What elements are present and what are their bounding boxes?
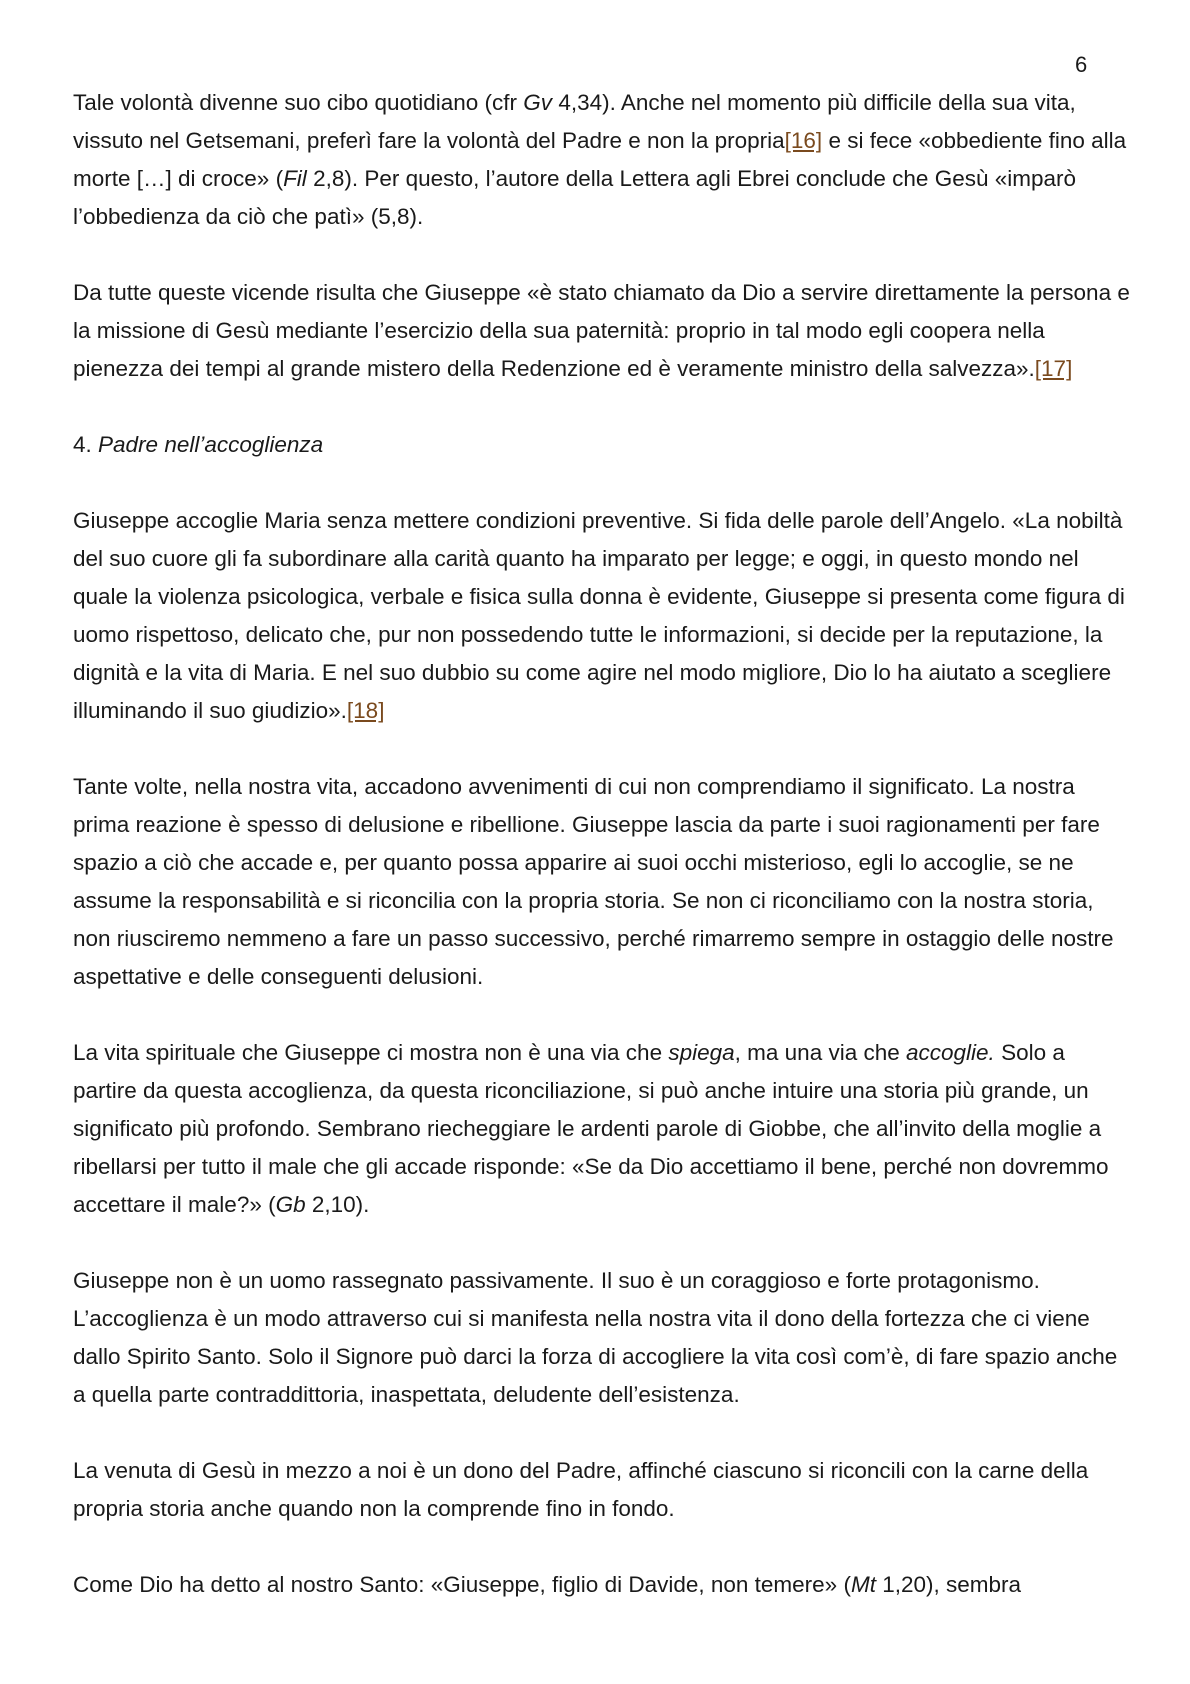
citation-italic: Gb: [275, 1192, 306, 1217]
text-run: 2,8). Per questo, l’autore della Lettera agli Ebrei conclude che Gesù «imparò l’obbedienza da ciò che patì» (5,8).: [73, 166, 1077, 229]
emphasis-italic: spiega: [668, 1040, 735, 1065]
citation-italic: Mt: [850, 1572, 876, 1597]
footnote-link-17[interactable]: [17]: [1034, 356, 1073, 381]
text-run: La vita spirituale che Giuseppe ci mostra non è una via che: [73, 1040, 669, 1065]
paragraph-6: [73, 1262, 1133, 1414]
paragraph-7: [73, 1452, 1133, 1528]
text-run: Solo a partire da questa accoglienza, da questa riconciliazione, si può anche intuire una storia più grande, un significato più profondo. Sembrano riecheggiare le ardenti parole di Giobbe, che all’invito della moglie a ribellarsi per tutto il male che gli accade risponde: «Se da Dio accettiamo il bene, perché non dovremmo accettare il male?» (: [73, 1040, 1109, 1217]
section-heading: [73, 426, 1133, 464]
paragraph-2: [73, 274, 1133, 388]
section-number: 4.: [73, 432, 99, 457]
text-run: e si fece «obbediente fino alla morte […] di croce» (: [73, 128, 1127, 191]
text-run: Giuseppe accoglie Maria senza mettere condizioni preventive. Si fida delle parole dell’Angelo. «La nobiltà del suo cuore gli fa subordinare alla carità quanto ha imparato per legge; e oggi, in questo mondo nel quale la violenza psicologica, verbale e fisica sulla donna è evidente, Giuseppe si presenta come figura di uomo rispettoso, delicato che, pur non possedendo tutte le informazioni, si decide per la reputazione, la dignità e la vita di Maria. E nel suo dubbio su come agire nel modo migliore, Dio lo ha aiutato a scegliere illuminando il suo giudizio».: [73, 508, 1125, 723]
document-body: [73, 84, 1133, 1642]
footnote-link-16[interactable]: [16]: [784, 128, 823, 153]
section-title: Padre nell’accoglienza: [98, 432, 324, 457]
text-run: , ma una via che: [734, 1040, 906, 1065]
paragraph-3: [73, 502, 1133, 730]
citation-italic: Gv: [523, 90, 553, 115]
paragraph-1: [73, 84, 1133, 236]
text-run: 2,10).: [305, 1192, 370, 1217]
citation-italic: Fil: [283, 166, 307, 191]
text-run: Tale volontà divenne suo cibo quotidiano (cfr: [73, 90, 524, 115]
paragraph-4: [73, 768, 1133, 996]
paragraph-5: [73, 1034, 1133, 1224]
emphasis-italic: accoglie.: [906, 1040, 995, 1065]
text-run: Come Dio ha detto al nostro Santo: «Giuseppe, figlio di Davide, non temere» (: [73, 1572, 851, 1597]
footnote-link-18[interactable]: [18]: [346, 698, 385, 723]
page-number: 6: [1075, 52, 1088, 77]
text-run: Da tutte queste vicende risulta che Giuseppe «è stato chiamato da Dio a servire direttamente la persona e la missione di Gesù mediante l’esercizio della sua paternità: proprio in tal modo egli coopera nella pienezza dei tempi al grande mistero della Redenzione ed è veramente ministro della salvezza».: [73, 280, 1130, 381]
text-run: Tante volte, nella nostra vita, accadono avvenimenti di cui non comprendiamo il significato. La nostra prima reazione è spesso di delusione e ribellione. Giuseppe lascia da parte i suoi ragionamenti per fare spazio a ciò che accade e, per quanto possa apparire ai suoi occhi misterioso, egli lo accoglie, se ne assume la responsabilità e si riconcilia con la propria storia. Se non ci riconciliamo con la nostra storia, non riusciremo nemmeno a fare un passo successivo, perché rimarremo sempre in ostaggio delle nostre aspettative e delle conseguenti delusioni.: [73, 774, 1114, 989]
text-run: 4,34). Anche nel momento più difficile della sua vita, vissuto nel Getsemani, preferì fare la volontà del Padre e non la propria: [73, 90, 1076, 153]
paragraph-8: [73, 1566, 1133, 1604]
text-run: La venuta di Gesù in mezzo a noi è un dono del Padre, affinché ciascuno si riconcili con la carne della propria storia anche quando non la comprende fino in fondo.: [73, 1458, 1089, 1521]
text-run: Giuseppe non è un uomo rassegnato passivamente. Il suo è un coraggioso e forte protagonismo. L’accoglienza è un modo attraverso cui si manifesta nella nostra vita il dono della fortezza che ci viene dallo Spirito Santo. Solo il Signore può darci la forza di accogliere la vita così com’è, di fare spazio anche a quella parte contraddittoria, inaspettata, deludente dell’esistenza.: [73, 1268, 1118, 1407]
text-run: 1,20), sembra: [875, 1572, 1022, 1597]
